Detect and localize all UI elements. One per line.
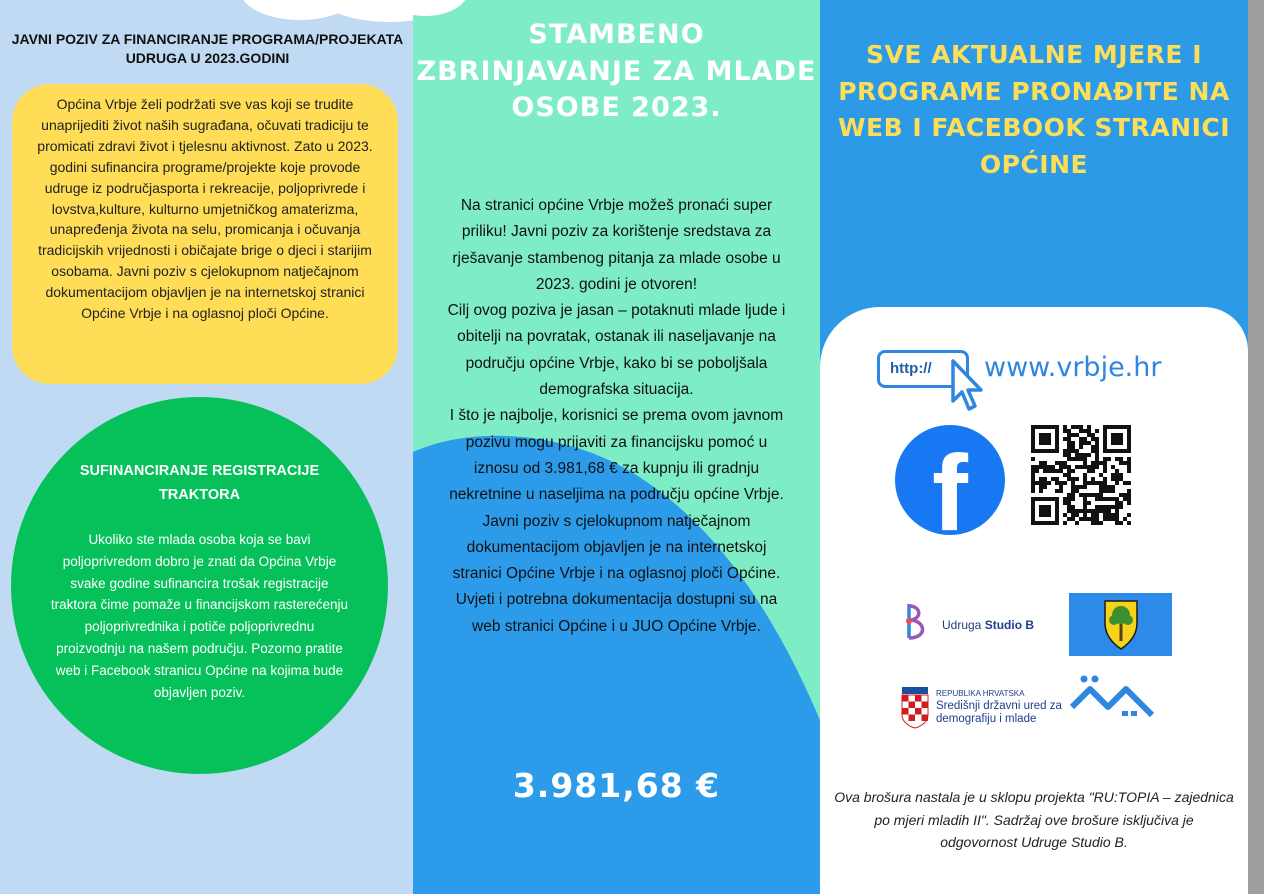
housing-title: STAMBENO ZBRINJAVANJE ZA MLADE OSOBE 2023. xyxy=(416,19,817,123)
housing-paragraph: I što je najbolje, korisnici se prema ovom javnom pozivu mogu prijaviti za financijsku pomoć u iznosu od 3.981,68 € za kupnju ili gradnju nekretnine u naseljima na području općine Vrbje. Javni poziv s cjelokupnom natječajnom dokumentacijom objavljen je na internetskoj stranici Općine Vrbje i na oglasnoj ploči Općine. Uvjeti i potrebna dokumentacija dostupni su na web stranici Općine i u JUO Općine Vrbje. xyxy=(449,407,784,635)
housing-text xyxy=(443,193,790,640)
housing-paragraph: Cilj ovog poziva je jasan – potaknuti mlade ljude i obitelji na povratak, ostanak ili naseljavanje na području općine Vrbje, kako bi se poboljšala demografska situacija. xyxy=(447,302,786,399)
cursor-icon xyxy=(950,359,986,413)
url-prefix-box: http:// xyxy=(877,350,969,388)
contact-card xyxy=(820,307,1248,894)
funding-call-box xyxy=(12,84,398,384)
funding-call-title: JAVNI POZIV ZA FINANCIRANJE PROGRAMA/PROJEKATA UDRUGA U 2023.GODINI xyxy=(11,31,404,66)
tractor-subsidy-text: Ukoliko ste mlada osoba koja se bavi poljoprivredom dobro je znati da Općina Vrbje svake godine sufinancira trošak registracije traktora čime pomaže u financijskom rasterećenju poljoprivrednika i potiče poljoprivrednu proizvodnju na našem području. Pozorno pratite web i Facebook stranicu Općine na kojima bude objavljen poziv. xyxy=(50,532,349,700)
studio-b-logo-icon xyxy=(900,600,936,642)
funding-call-text: Općina Vrbje želi podržati sve vas koji se trudite unaprijediti život naših sugrađana, očuvati tradiciju te promicati zdravi život i tjelesnu aktivnost. Zato u 2023. godini sufinancira programe/projekte koje provode udruge iz područjasporta i rekreacije, poljoprivrede i lovstva,kulture, kulturno umjetničkog amaterizma, unapređenja života na selu, promicanja i očuvanja tradicijskih vrijednosti i običajate brige o djeci i starijim osobama. Javni poziv s cjelokupnom natječajnom dokumentacijom objavljen je na internetskoj stranici Općine Vrbje i na oglasnoj ploči Općine. xyxy=(37,96,373,322)
gov-office-name: Središnji državni ured za demografiju i mlade xyxy=(936,700,1062,725)
tractor-subsidy-title: SUFINANCIRANJE REGISTRACIJE TRAKTORA xyxy=(79,463,320,503)
housing-paragraph: Na stranici općine Vrbje možeš pronaći super priliku! Javni poziv za korištenje sredstava za rješavanje stambenog pitanja za mlade osobe u 2023. godini je otvoren! xyxy=(452,197,781,293)
municipality-coat-of-arms xyxy=(1069,593,1172,656)
page-edge xyxy=(1248,0,1264,894)
right-column xyxy=(820,0,1248,894)
croatian-flag-icon xyxy=(900,687,930,729)
left-column xyxy=(0,0,413,894)
brochure-disclaimer: Ova brošura nastala je u sklopu projekta "RU:TOPIA – zajednica po mjeri mladih II". Sadržaj ove brošure isključiva je odgovornost Udruge Studio B. xyxy=(834,789,1234,850)
studio-b-name: Udruga Studio B xyxy=(942,618,1035,632)
facebook-icon[interactable]: f xyxy=(895,425,1005,535)
gov-country-label: REPUBLIKA HRVATSKA xyxy=(936,689,1025,698)
middle-column xyxy=(413,0,820,894)
house-logo-icon xyxy=(1068,673,1158,723)
qr-code-icon[interactable] xyxy=(1031,425,1131,525)
tractor-subsidy-circle xyxy=(11,397,388,774)
info-title: SVE AKTUALNE MJERE I PROGRAME PRONAĐITE NA WEB I FACEBOOK STRANICI OPĆINE xyxy=(837,40,1231,179)
cloud-decoration xyxy=(320,0,413,22)
website-link[interactable]: www.vrbje.hr xyxy=(984,352,1162,383)
housing-amount: 3.981,68 € xyxy=(512,766,721,805)
coat-of-arms-icon xyxy=(1069,593,1172,656)
